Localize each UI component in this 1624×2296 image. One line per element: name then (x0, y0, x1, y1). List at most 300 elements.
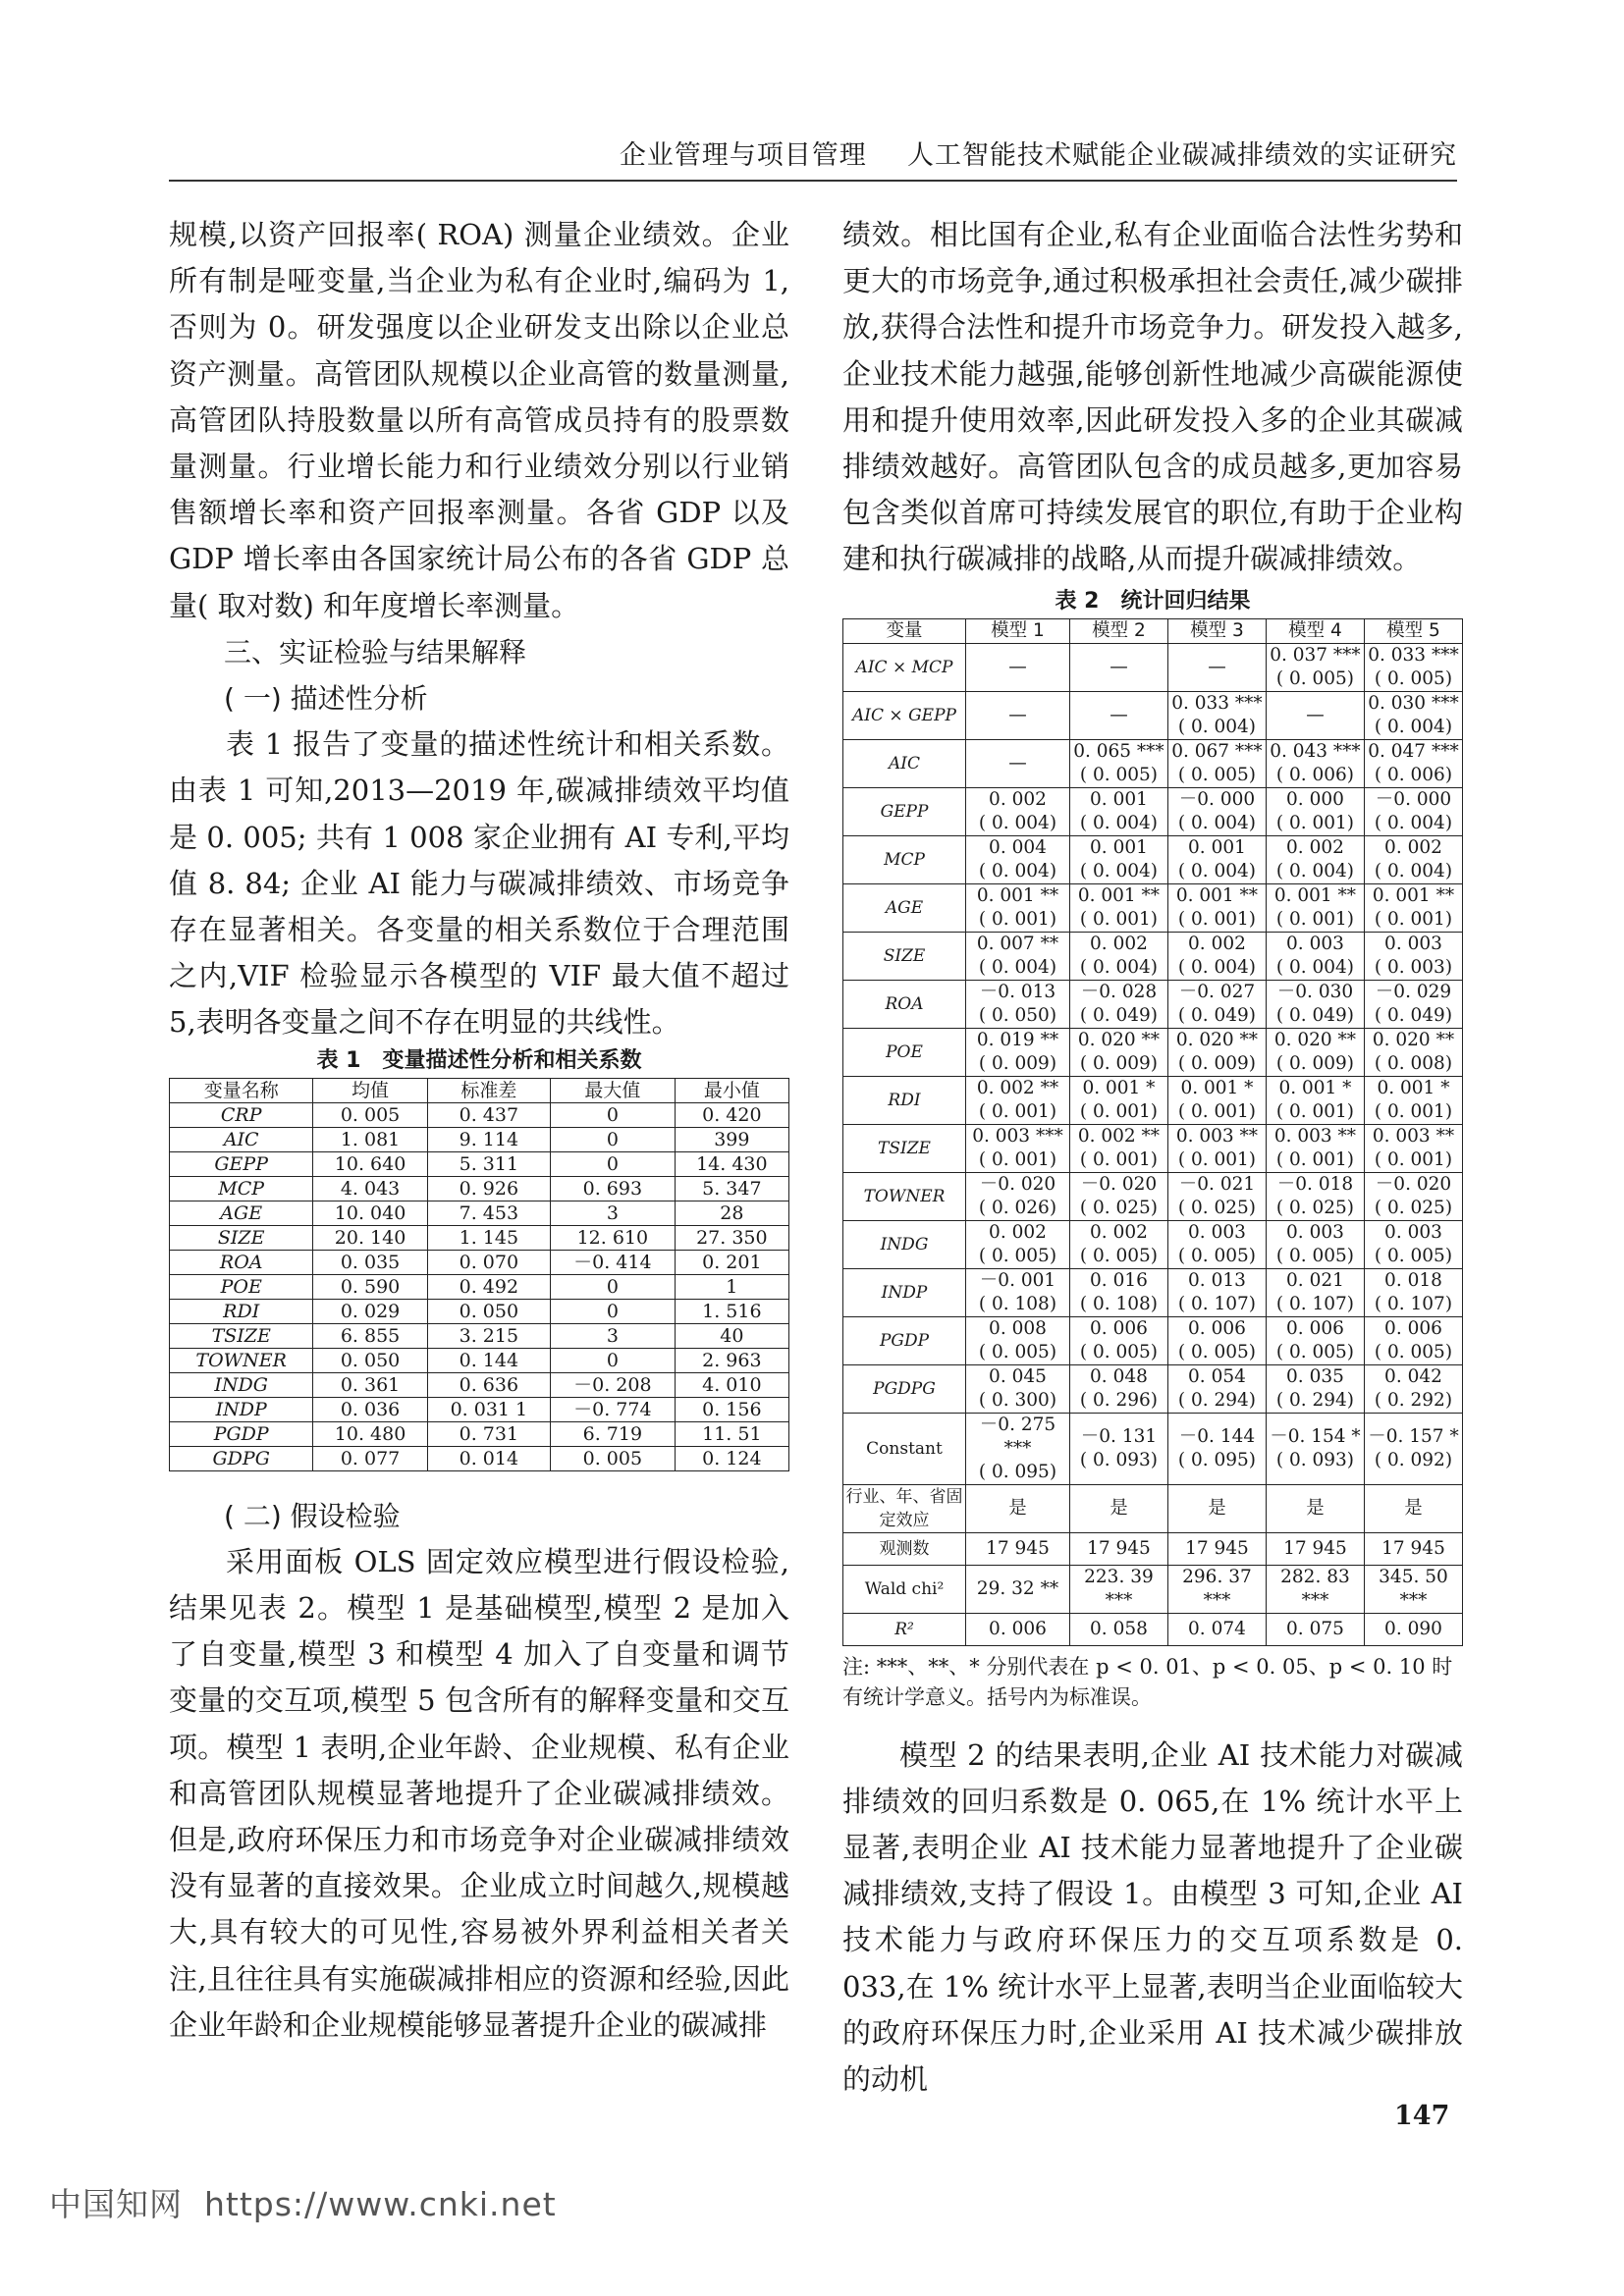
table1-value-cell: 0 (551, 1274, 676, 1299)
table2-value-cell (1167, 1413, 1266, 1484)
coefficient: 0. 003 ** (1273, 1125, 1357, 1147)
table2-row (843, 1613, 1463, 1645)
table2-value-cell (966, 1028, 1070, 1076)
table2-value-cell (1364, 1124, 1462, 1172)
table2-value-cell (1069, 691, 1167, 739)
coefficient: 0. 033 *** (1368, 644, 1459, 666)
table2-value-cell (966, 1364, 1070, 1413)
table1-header-cell: 最小值 (675, 1078, 788, 1102)
standard-error: ( 0. 005) (1275, 667, 1355, 689)
coefficient: 282. 83 *** (1280, 1566, 1350, 1611)
coefficient: 0. 001 * (1082, 1077, 1156, 1098)
coefficient: 0. 020 ** (1077, 1029, 1161, 1050)
standard-error: ( 0. 004) (1374, 716, 1453, 737)
coefficient: — (1208, 656, 1226, 677)
table1-variable-cell: AIC (170, 1127, 313, 1151)
table2-title: 表 2 统计回归结果 (1055, 588, 1251, 614)
coefficient: 0. 006 (1090, 1317, 1148, 1339)
table2-value-cell (1266, 1364, 1364, 1413)
table1-value-cell: 9. 114 (427, 1127, 550, 1151)
table2-row (843, 1532, 1463, 1565)
coefficient: 0. 035 (1286, 1365, 1344, 1387)
table2-value-cell (1069, 1364, 1167, 1413)
table2-value-cell (1167, 883, 1266, 932)
table2-value-cell (966, 739, 1070, 787)
table2-value-cell (1069, 1565, 1167, 1613)
table2-value-cell (1364, 1532, 1462, 1565)
table2-row (843, 1028, 1463, 1076)
table2-value-cell (966, 1220, 1070, 1268)
table1-row (170, 1421, 789, 1446)
table2-row (843, 1565, 1463, 1613)
table2-value-cell (1266, 1413, 1364, 1484)
standard-error: ( 0. 005) (978, 1245, 1057, 1266)
standard-error: ( 0. 108) (1079, 1293, 1159, 1314)
table2-value-cell (1069, 1316, 1167, 1364)
coefficient: －0. 021 (1178, 1173, 1256, 1195)
coefficient: 0. 030 *** (1368, 692, 1459, 714)
table2-value-cell (1364, 932, 1462, 980)
table1-value-cell: 0. 926 (427, 1176, 550, 1201)
table1-value-cell: 0. 590 (313, 1274, 427, 1299)
table2-value-cell (1266, 1028, 1364, 1076)
table2-row (843, 1172, 1463, 1220)
coefficient: 0. 006 (1384, 1317, 1442, 1339)
standard-error: ( 0. 025) (1079, 1197, 1159, 1218)
coefficient: 0. 047 *** (1368, 740, 1459, 762)
coefficient: 0. 003 (1384, 933, 1442, 954)
coefficient: 0. 000 (1286, 788, 1344, 810)
standard-error: ( 0. 009) (1079, 1052, 1159, 1074)
table2-row (843, 691, 1463, 739)
standard-error: ( 0. 004) (1374, 812, 1453, 833)
coefficient: 0. 002 (989, 788, 1047, 810)
standard-error: ( 0. 005) (1079, 764, 1159, 785)
right-column (842, 212, 1463, 2103)
table2-value-cell (1364, 643, 1462, 691)
table1-value-cell: 6. 855 (313, 1323, 427, 1348)
coefficient: 0. 002 (1090, 1221, 1148, 1243)
table1-value-cell: 0. 077 (313, 1446, 427, 1470)
table1-value-cell: －0. 774 (551, 1397, 676, 1421)
table2-row (843, 1124, 1463, 1172)
table2-value-cell (1364, 1028, 1462, 1076)
coefficient: 0. 003 (1286, 1221, 1344, 1243)
coefficient: 0. 001 * (1278, 1077, 1352, 1098)
table1-value-cell: 11. 51 (675, 1421, 788, 1446)
table2-value-cell (966, 835, 1070, 883)
table2-value-cell (966, 1172, 1070, 1220)
standard-error: ( 0. 001) (1079, 1148, 1159, 1170)
table1-variable-cell: MCP (170, 1176, 313, 1201)
table2-value-cell (1266, 1613, 1364, 1645)
table1-row (170, 1348, 789, 1372)
table2-value-cell (1167, 1364, 1266, 1413)
table2-value-cell (1069, 835, 1167, 883)
table1-value-cell: 7. 453 (427, 1201, 550, 1225)
table2-value-cell (966, 787, 1070, 835)
table2-header-cell: 模型 1 (966, 618, 1070, 643)
table2-value-cell (1069, 643, 1167, 691)
coefficient: 0. 002 ** (976, 1077, 1059, 1098)
standard-error: ( 0. 095) (978, 1461, 1057, 1482)
standard-error: ( 0. 095) (1177, 1449, 1257, 1470)
table2-value-cell (1069, 1613, 1167, 1645)
coefficient: 0. 042 (1384, 1365, 1442, 1387)
coefficient: 0. 004 (989, 836, 1047, 858)
standard-error: ( 0. 005) (1177, 1341, 1257, 1362)
coefficient: 0. 043 *** (1270, 740, 1361, 762)
standard-error: ( 0. 092) (1374, 1449, 1453, 1470)
table1-variable-cell: GEPP (170, 1151, 313, 1176)
coefficient: 0. 003 ** (1175, 1125, 1259, 1147)
table2-row (843, 1076, 1463, 1124)
table2-variable-cell: PGDP (843, 1316, 966, 1364)
page-number: 147 (1394, 2101, 1450, 2131)
table1-value-cell: 0 (551, 1127, 676, 1151)
paragraph: 表 1 报告了变量的描述性统计和相关系数。由表 1 可知,2013—2019 年,碳减排绩效平均值是 0. 005; 共有 1 008 家企业拥有 AI 专利,平均值 8. 84; 企业 AI 能力与碳减排绩效、市场竞争存在显著相关。各变量的相关系数位于合理范围之内,VIF 检验显示各模型的 VIF 最大值不超过 5,表明各变量之间不存在明显的共线性。 (169, 727, 789, 1040)
table2-value-cell (1069, 1124, 1167, 1172)
standard-error: ( 0. 006) (1374, 764, 1453, 785)
table1-variable-cell: ROA (170, 1250, 313, 1274)
coefficient: 是 (1110, 1497, 1128, 1519)
coefficient: 0. 001 ** (1273, 884, 1357, 906)
table2-value-cell (1069, 932, 1167, 980)
standard-error: ( 0. 004) (1275, 860, 1355, 881)
coefficient: －0. 001 (979, 1269, 1056, 1291)
table2-header-cell: 变量 (843, 618, 966, 643)
table2-variable-cell: PGDPG (843, 1364, 966, 1413)
table2-row (843, 1220, 1463, 1268)
table2-variable-cell: 观测数 (843, 1532, 966, 1565)
table1-header-cell: 均值 (313, 1078, 427, 1102)
table2-value-cell (966, 1076, 1070, 1124)
table2-value-cell (1167, 1484, 1266, 1532)
coefficient: 0. 006 (1286, 1317, 1344, 1339)
table2-value-cell (1266, 1565, 1364, 1613)
standard-error: ( 0. 005) (978, 1341, 1057, 1362)
table2-value-cell (1167, 980, 1266, 1028)
table1-variable-cell: GDPG (170, 1446, 313, 1470)
section-heading: 三、实证检验与结果解释 (224, 635, 527, 668)
table1-value-cell: 0. 014 (427, 1446, 550, 1470)
table1-value-cell: 0. 636 (427, 1372, 550, 1397)
standard-error: ( 0. 005) (1374, 1245, 1453, 1266)
table2-variable-cell: AGE (843, 883, 966, 932)
table2-value-cell (966, 691, 1070, 739)
standard-error: ( 0. 050) (978, 1004, 1057, 1026)
table2-variable-cell: AIC × MCP (843, 643, 966, 691)
table2-variable-cell: AIC (843, 739, 966, 787)
cnki-watermark (49, 2179, 557, 2225)
table2-variable-cell: MCP (843, 835, 966, 883)
table2-value-cell (1167, 1220, 1266, 1268)
table2-value-cell (966, 1565, 1070, 1613)
table2-row (843, 883, 1463, 932)
table2-header-cell: 模型 4 (1266, 618, 1364, 643)
table1-value-cell: 0. 124 (675, 1446, 788, 1470)
table2-value-cell (1266, 643, 1364, 691)
standard-error: ( 0. 004) (1079, 956, 1159, 978)
standard-error: ( 0. 292) (1374, 1389, 1453, 1411)
standard-error: ( 0. 004) (978, 860, 1057, 881)
table2-value-cell (1167, 1124, 1266, 1172)
table2-variable-cell: SIZE (843, 932, 966, 980)
coefficient: 是 (1404, 1497, 1423, 1519)
table1-value-cell: 0. 031 1 (427, 1397, 550, 1421)
table2-value-cell (1069, 739, 1167, 787)
coefficient: －0. 000 (1375, 788, 1452, 810)
table2-value-cell (1266, 1316, 1364, 1364)
standard-error: ( 0. 001) (1079, 1100, 1159, 1122)
table2-value-cell (1167, 1268, 1266, 1316)
table2-note: 注: ***、**、* 分别代表在 p < 0. 01、p < 0. 05、p < 0. 10 时有统计学意义。括号内为标准误。 (842, 1654, 1453, 1709)
table1-row (170, 1299, 789, 1323)
coefficient: 0. 037 *** (1270, 644, 1361, 666)
table1-row (170, 1127, 789, 1151)
table1-value-cell: 0. 361 (313, 1372, 427, 1397)
coefficient: 0. 054 (1188, 1365, 1246, 1387)
coefficient: 0. 006 (989, 1618, 1047, 1639)
table1-value-cell: 1 (675, 1274, 788, 1299)
table1-variable-cell: RDI (170, 1299, 313, 1323)
table2-value-cell (1167, 643, 1266, 691)
standard-error: ( 0. 004) (1177, 812, 1257, 833)
table2-variable-cell: INDP (843, 1268, 966, 1316)
coefficient: 0. 090 (1384, 1618, 1442, 1639)
table2-variable-cell: 行业、年、省固定效应 (843, 1484, 966, 1532)
coefficient: 0. 001 (1090, 788, 1148, 810)
standard-error: ( 0. 001) (1177, 1100, 1257, 1122)
coefficient: －0. 027 (1178, 981, 1256, 1002)
coefficient: — (1110, 704, 1128, 725)
table2-variable-cell: TOWNER (843, 1172, 966, 1220)
subsection-heading: ( 一) 描述性分析 (224, 682, 428, 716)
coefficient: 345. 50 *** (1379, 1566, 1448, 1611)
table2-value-cell (1364, 1172, 1462, 1220)
coefficient: 是 (1208, 1497, 1226, 1519)
table1-value-cell: 40 (675, 1323, 788, 1348)
standard-error: ( 0. 049) (1079, 1004, 1159, 1026)
table2-value-cell (1266, 787, 1364, 835)
watermark-brand: 中国知网 (49, 2185, 183, 2223)
coefficient: 0. 020 ** (1273, 1029, 1357, 1050)
table1-value-cell: 0. 420 (675, 1102, 788, 1127)
table1-variable-cell: INDP (170, 1397, 313, 1421)
coefficient: — (1008, 704, 1027, 725)
standard-error: ( 0. 005) (1079, 1245, 1159, 1266)
table2-value-cell (1364, 787, 1462, 835)
left-column (169, 212, 789, 2049)
table2-value-cell (1266, 1124, 1364, 1172)
table2-value-cell (1167, 1172, 1266, 1220)
coefficient: 223. 39 *** (1084, 1566, 1154, 1611)
table2-value-cell (966, 883, 1070, 932)
coefficient: 0. 065 *** (1073, 740, 1164, 762)
table1-header-cell: 标准差 (427, 1078, 550, 1102)
table2-row (843, 835, 1463, 883)
coefficient: 0. 001 (1188, 836, 1246, 858)
table2-value-cell (1167, 1532, 1266, 1565)
table1-value-cell: 3 (551, 1201, 676, 1225)
table1-value-cell: 12. 610 (551, 1225, 676, 1250)
table2-row (843, 1364, 1463, 1413)
coefficient: 0. 002 (1286, 836, 1344, 858)
table1-value-cell: 399 (675, 1127, 788, 1151)
coefficient: 0. 003 *** (972, 1125, 1063, 1147)
standard-error: ( 0. 004) (1177, 716, 1257, 737)
table1-variable-cell: POE (170, 1274, 313, 1299)
table1-value-cell: 6. 719 (551, 1421, 676, 1446)
standard-error: ( 0. 009) (1177, 1052, 1257, 1074)
table1-value-cell: 4. 043 (313, 1176, 427, 1201)
table1-value-cell: 0. 144 (427, 1348, 550, 1372)
coefficient: －0. 000 (1178, 788, 1256, 810)
standard-error: ( 0. 006) (1275, 764, 1355, 785)
standard-error: ( 0. 005) (1275, 1341, 1355, 1362)
coefficient: 0. 045 (989, 1365, 1047, 1387)
coefficient: 0. 067 *** (1171, 740, 1263, 762)
table1-variable-cell: TOWNER (170, 1348, 313, 1372)
coefficient: 0. 033 *** (1171, 692, 1263, 714)
table2-value-cell (1266, 691, 1364, 739)
table2-value-cell (1266, 883, 1364, 932)
coefficient: 0. 058 (1090, 1618, 1148, 1639)
coefficient: 0. 016 (1090, 1269, 1148, 1291)
coefficient: 是 (1008, 1497, 1027, 1519)
subsection-heading: ( 二) 假设检验 (224, 1499, 401, 1532)
coefficient: 0. 001 * (1180, 1077, 1254, 1098)
coefficient: 0. 001 ** (1372, 884, 1455, 906)
paragraph: 模型 2 的结果表明,企业 AI 技术能力对碳减排绩效的回归系数是 0. 065,在 1% 统计水平上显著,表明企业 AI 技术能力显著地提升了企业碳减排绩效,支持了假设 1。由模型 3 可知,企业 AI 技术能力与政府环保压力的交互项系数是 0. 033,在 1% 统计水平上显著,表明当企业面临较大的政府环保压力时,企业采用 AI 技术减少碳排放的动机 (842, 1737, 1463, 2097)
coefficient: －0. 013 (979, 981, 1056, 1002)
table2-variable-cell: Constant (843, 1413, 966, 1484)
table1-value-cell: 20. 140 (313, 1225, 427, 1250)
table2-row (843, 932, 1463, 980)
standard-error: ( 0. 005) (1374, 667, 1453, 689)
table2-value-cell (966, 932, 1070, 980)
standard-error: ( 0. 300) (978, 1389, 1057, 1411)
table2-value-cell (1266, 1532, 1364, 1565)
table2-row (843, 739, 1463, 787)
standard-error: ( 0. 001) (978, 1100, 1057, 1122)
coefficient: 0. 002 (1188, 933, 1246, 954)
table2-row (843, 1316, 1463, 1364)
table1-row (170, 1225, 789, 1250)
coefficient: — (1110, 656, 1128, 677)
standard-error: ( 0. 005) (1079, 1341, 1159, 1362)
table2-variable-cell: Wald chi² (843, 1565, 966, 1613)
standard-error: ( 0. 296) (1079, 1389, 1159, 1411)
table2-value-cell (966, 1484, 1070, 1532)
table2-value-cell (1364, 883, 1462, 932)
table2-value-cell (1167, 1613, 1266, 1645)
standard-error: ( 0. 001) (1275, 908, 1355, 930)
table1-value-cell: 4. 010 (675, 1372, 788, 1397)
standard-error: ( 0. 003) (1374, 956, 1453, 978)
table1-value-cell: 1. 516 (675, 1299, 788, 1323)
standard-error: ( 0. 004) (1079, 860, 1159, 881)
coefficient: －0. 028 (1080, 981, 1158, 1002)
table1-value-cell: 0 (551, 1348, 676, 1372)
table2-value-cell (1364, 1364, 1462, 1413)
coefficient: 0. 020 ** (1372, 1029, 1455, 1050)
coefficient: －0. 154 * (1270, 1425, 1361, 1447)
table2-value-cell (966, 1613, 1070, 1645)
standard-error: ( 0. 005) (1275, 1245, 1355, 1266)
standard-error: ( 0. 001) (1177, 1148, 1257, 1170)
table1-variable-cell: PGDP (170, 1421, 313, 1446)
table1-value-cell: 1. 081 (313, 1127, 427, 1151)
table2-value-cell (966, 1316, 1070, 1364)
table1-row (170, 1201, 789, 1225)
coefficient: 0. 001 (1090, 836, 1148, 858)
table1-value-cell: 0. 437 (427, 1102, 550, 1127)
table2-variable-cell: R² (843, 1613, 966, 1645)
coefficient: 是 (1306, 1497, 1325, 1519)
table2-value-cell (1167, 1028, 1266, 1076)
standard-error: ( 0. 107) (1275, 1293, 1355, 1314)
table2-value-cell (1364, 1316, 1462, 1364)
coefficient: －0. 131 (1080, 1425, 1158, 1447)
table2-variable-cell: INDG (843, 1220, 966, 1268)
coefficient: 17 945 (1185, 1537, 1249, 1559)
table2-value-cell (1167, 691, 1266, 739)
table2-value-cell (1364, 835, 1462, 883)
header-section: 企业管理与项目管理 (619, 140, 867, 171)
coefficient: 0. 003 (1188, 1221, 1246, 1243)
standard-error: ( 0. 049) (1374, 1004, 1453, 1026)
standard-error: ( 0. 005) (1177, 764, 1257, 785)
table2-value-cell (1167, 787, 1266, 835)
coefficient: — (1008, 752, 1027, 774)
standard-error: ( 0. 004) (1177, 860, 1257, 881)
paragraph: 采用面板 OLS 固定效应模型进行假设检验,结果见表 2。模型 1 是基础模型,模型 2 是加入了自变量,模型 3 和模型 4 加入了自变量和调节变量的交互项,模型 5 包含所有的解释变量和交互项。模型 1 表明,企业年龄、企业规模、私有企业和高管团队规模显著地提升了企业碳减排绩效。但是,政府环保压力和市场竞争对企业碳减排绩效没有显著的直接效果。企业成立时间越久,规模越大,具有较大的可见性,容易被外界利益相关者关注,且往往具有实施碳减排相应的资源和经验,因此企业年龄和企业规模能够显著提升企业的碳减排 (169, 1544, 789, 2042)
table2-row (843, 980, 1463, 1028)
table2-value-cell (1069, 1076, 1167, 1124)
table1-variable-cell: INDG (170, 1372, 313, 1397)
table2-value-cell (1069, 1484, 1167, 1532)
standard-error: ( 0. 025) (1374, 1197, 1453, 1218)
table2-variable-cell: TSIZE (843, 1124, 966, 1172)
table1-variable-cell: SIZE (170, 1225, 313, 1250)
coefficient: 0. 020 ** (1175, 1029, 1259, 1050)
header-rule (169, 180, 1457, 182)
coefficient: －0. 018 (1276, 1173, 1354, 1195)
coefficient: 0. 006 (1188, 1317, 1246, 1339)
table2-value-cell (1266, 1220, 1364, 1268)
table1-row (170, 1102, 789, 1127)
coefficient: 0. 001 ** (1077, 884, 1161, 906)
table1-value-cell: 0. 029 (313, 1299, 427, 1323)
coefficient: －0. 020 (1375, 1173, 1452, 1195)
standard-error: ( 0. 049) (1275, 1004, 1355, 1026)
table1-value-cell: －0. 208 (551, 1372, 676, 1397)
table1-value-cell: 2. 963 (675, 1348, 788, 1372)
standard-error: ( 0. 001) (1275, 1148, 1355, 1170)
table1-value-cell: 0. 035 (313, 1250, 427, 1274)
standard-error: ( 0. 001) (1374, 1100, 1453, 1122)
table1-title: 表 1 变量描述性分析和相关系数 (316, 1047, 642, 1073)
standard-error: ( 0. 001) (1079, 908, 1159, 930)
table1-value-cell: 0. 050 (427, 1299, 550, 1323)
table2-row (843, 787, 1463, 835)
table2-value-cell (1364, 691, 1462, 739)
coefficient: — (1008, 656, 1027, 677)
table2-value-cell (1266, 980, 1364, 1028)
table2-row (843, 1413, 1463, 1484)
table2-value-cell (1266, 835, 1364, 883)
